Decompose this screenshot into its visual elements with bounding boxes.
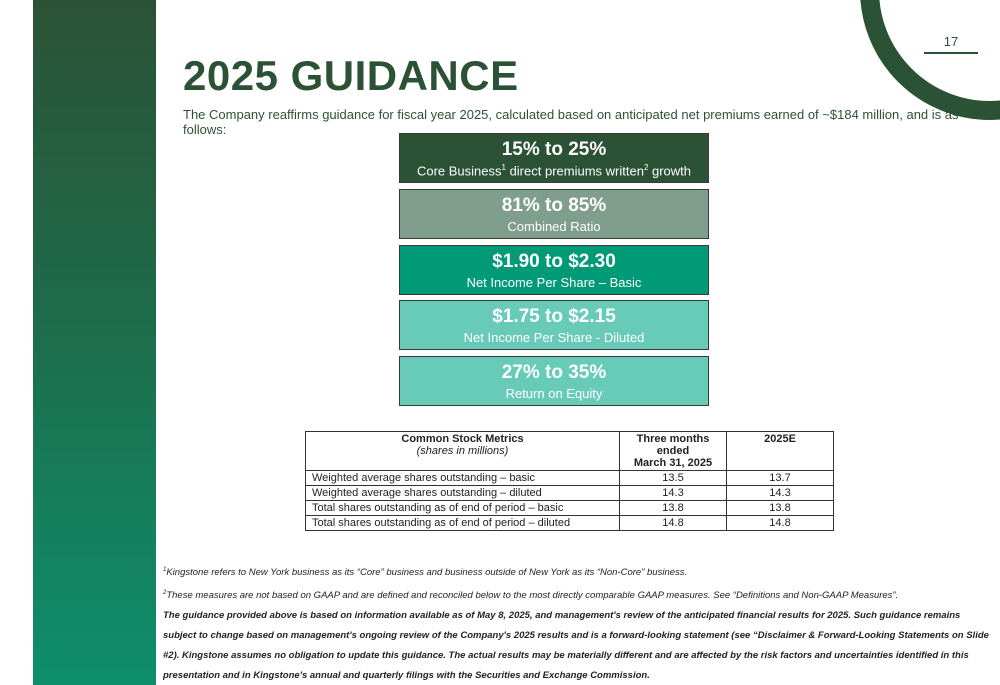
guidance-label: Combined Ratio: [507, 219, 601, 234]
table-row: [306, 471, 834, 486]
row-label: Total shares outstanding as of end of period – basic: [306, 501, 620, 516]
row-2025e-value: 14.3: [727, 486, 834, 501]
guidance-label: Net Income Per Share – Basic: [466, 275, 642, 290]
guidance-value: $1.90 to $2.30: [492, 251, 616, 272]
guidance-box-eps-basic: [399, 245, 709, 295]
guidance-box-combined-ratio: [399, 189, 709, 239]
row-q1-value: 13.8: [620, 501, 727, 516]
table-row: [306, 501, 834, 516]
table-row: [306, 486, 834, 501]
decorative-arc: [860, 0, 1000, 120]
guidance-disclaimer: The guidance provided above is based on information available as of May 8, 2025, and management's review of the anticipated financial results for 2025. Such guidance remains subject to change based on management's ongoing review of the Company's 2025 results and is a forward-looking statement (see “Disclaimer & Forward-Looking Statements on Slide #2). Kingstone assumes no obligation to update this guidance. The actual results may be materially different and are affected by the risk factors and uncertainties identified in this presentation and in Kingstone's annual and quarterly filings with the Securities and Exchange Commission.: [163, 610, 989, 682]
guidance-label: Return on Equity: [505, 386, 603, 401]
row-2025e-value: 13.7: [727, 471, 834, 486]
row-label: Weighted average shares outstanding – diluted: [306, 486, 620, 501]
row-2025e-value: 13.8: [727, 501, 834, 516]
guidance-label: Net Income Per Share - Diluted: [463, 330, 645, 345]
page-number-underline: [924, 52, 978, 54]
row-2025e-value: 14.8: [727, 516, 834, 531]
footnote-2: $^2$These measures are not based on GAAP and are defined and reconciled below to the most directly comparable GAAP measures. See “Definitions and Non-GAAP Measures”.: [163, 590, 899, 602]
guidance-value: 81% to 85%: [501, 195, 607, 216]
table-header-row: [306, 432, 834, 471]
footnotes: [163, 560, 995, 685]
guidance-value: 27% to 35%: [501, 362, 607, 383]
table-header-metric: Common Stock Metrics (shares in millions): [306, 432, 620, 471]
guidance-value: $1.75 to $2.15: [492, 306, 616, 327]
guidance-box-core-growth: [399, 133, 709, 183]
table-header-three-months: Three months ended March 31, 2025: [620, 432, 727, 471]
page-number: 17: [943, 34, 959, 49]
page-title: 2025 GUIDANCE: [183, 52, 519, 99]
row-label: Weighted average shares outstanding – basic: [306, 471, 620, 486]
footnote-1: $^1$Kingstone refers to New York business as its “Core” business and business outside of New York as its “Non-Core” business.: [163, 567, 688, 579]
row-label: Total shares outstanding as of end of period – diluted: [306, 516, 620, 531]
guidance-box-eps-diluted: [399, 300, 709, 350]
row-q1-value: 14.3: [620, 486, 727, 501]
row-q1-value: 13.5: [620, 471, 727, 486]
common-stock-metrics-table: [305, 431, 834, 531]
guidance-value: 15% to 25%: [501, 139, 607, 160]
table-row: [306, 516, 834, 531]
table-header-2025e: 2025E: [727, 432, 834, 471]
guidance-box-roe: [399, 356, 709, 406]
page-subtitle: The Company reaffirms guidance for fiscal year 2025, calculated based on anticipated net premiums earned of ~$184 million, and is as follows:: [183, 107, 959, 137]
left-accent-bar: [33, 0, 156, 685]
guidance-label: Core Business$^1$ direct premiums written$^2$ growth: [416, 163, 692, 179]
row-q1-value: 14.8: [620, 516, 727, 531]
